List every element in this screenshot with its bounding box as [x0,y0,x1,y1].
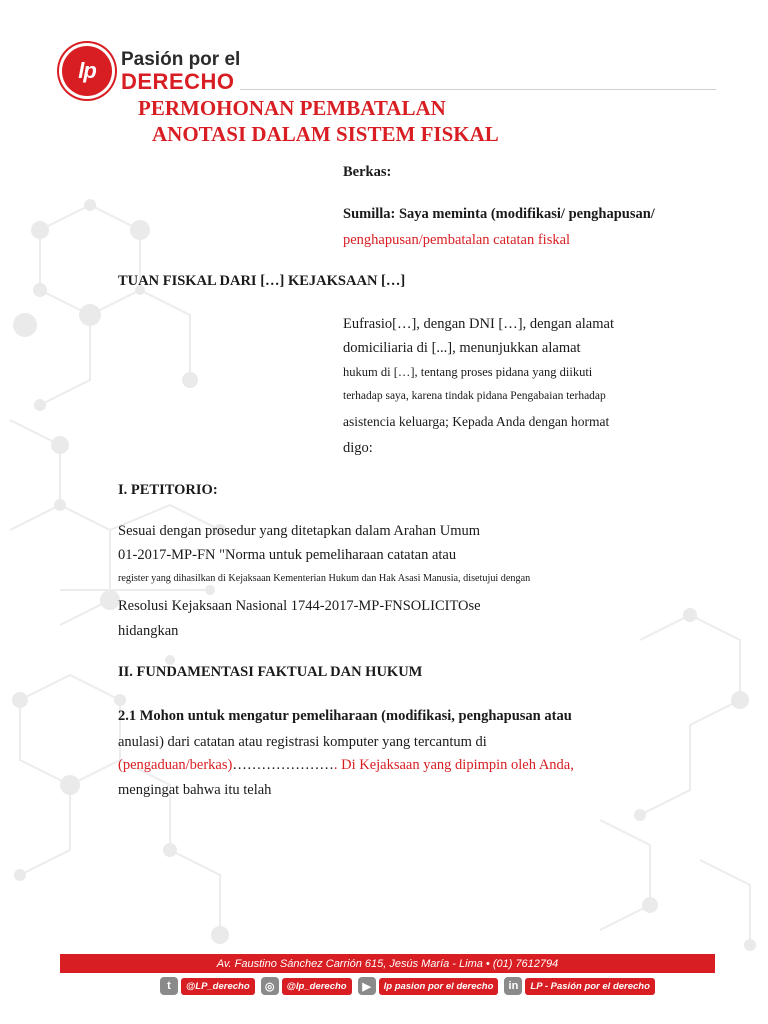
social-instagram[interactable] [261,977,352,995]
social-linkedin[interactable] [504,977,654,995]
brand-name-line2: DERECHO [121,68,235,94]
sumilla-line2: penghapusan/pembatalan catatan fiskal [343,232,571,248]
section2-line4: mengingat bahwa itu telah [118,782,272,798]
brand-logo [62,46,240,96]
instagram-icon: ◎ [261,977,279,995]
footer-social-links [160,977,661,995]
intro-line2: domiciliaria di [...], menunjukkan alamat [343,340,581,356]
brand-name [121,50,240,93]
section2-line3-placeholder: (pengaduan/berkas) [118,757,233,773]
intro-line1: Eufrasio[…], dengan DNI […], dengan alamat [343,316,614,332]
footer-address-bar [60,954,715,973]
section2-line3 [118,757,574,774]
section1-line4: Resolusi Kejaksaan Nasional 1744-2017-MP-FNSOLICITOse [118,598,481,614]
section1-line5: hidangkan [118,623,179,639]
intro-line5: asistencia keluarga; Kepada Anda dengan hormat [343,414,610,429]
section1-line1: Sesuai dengan prosedur yang ditetapkan dalam Arahan Umum [118,523,480,539]
section1-line3: register yang dihasilkan di Kejaksaan Kementerian Hukum dan Hak Asasi Manusia, disetujui dengan [118,573,531,584]
addressee: TUAN FISKAL DARI […] KEJAKSAAN […] [118,273,406,289]
lp-logo-icon: lp [62,46,112,96]
sumilla-line1: Sumilla: Saya meminta (modifikasi/ penghapusan/ [343,206,655,222]
section2-heading: II. FUNDAMENTASI FAKTUAL DAN HUKUM [118,664,423,680]
youtube-icon: ▶ [358,977,376,995]
social-instagram-label: @lp_derecho [282,978,352,995]
section2-line1: 2.1 Mohon untuk mengatur pemeliharaan (modifikasi, penghapusan atau [118,708,572,724]
section2-line2: anulasi) dari catatan atau registrasi komputer yang tercantum di [118,734,487,750]
intro-line4: terhadap saya, karena tindak pidana Pengabaian terhadap [343,390,606,402]
section1-line2: 01-2017-MP-FN "Norma untuk pemeliharaan catatan atau [118,547,457,563]
document-title-line1: PERMOHONAN PEMBATALAN [138,96,446,120]
footer-address: Av. Faustino Sánchez Carrión 615, Jesús María - Lima • (01) 7612794 [216,957,559,970]
social-twitter-label: @LP_derecho [181,978,255,995]
header-divider [240,89,716,90]
brand-name-line1: Pasión por el [121,48,241,70]
intro-line3: hukum di […], tentang proses pidana yang diikuti [343,365,593,379]
social-youtube-label: lp pasion por el derecho [379,978,499,995]
intro-line6: digo: [343,440,373,456]
social-youtube[interactable] [358,977,499,995]
twitter-icon: t [160,977,178,995]
social-linkedin-label: LP - Pasión por el derecho [525,978,654,995]
document-title-line2: ANOTASI DALAM SISTEM FISKAL [152,122,499,146]
linkedin-icon: in [504,977,522,995]
section1-heading: I. PETITORIO: [118,482,218,498]
berkas-label: Berkas: [343,164,392,180]
social-twitter[interactable] [160,977,255,995]
section2-line3-text: . Di Kejaksaan yang dipimpin oleh Anda, [333,757,574,773]
section2-line3-dots: ………………… [232,757,334,773]
